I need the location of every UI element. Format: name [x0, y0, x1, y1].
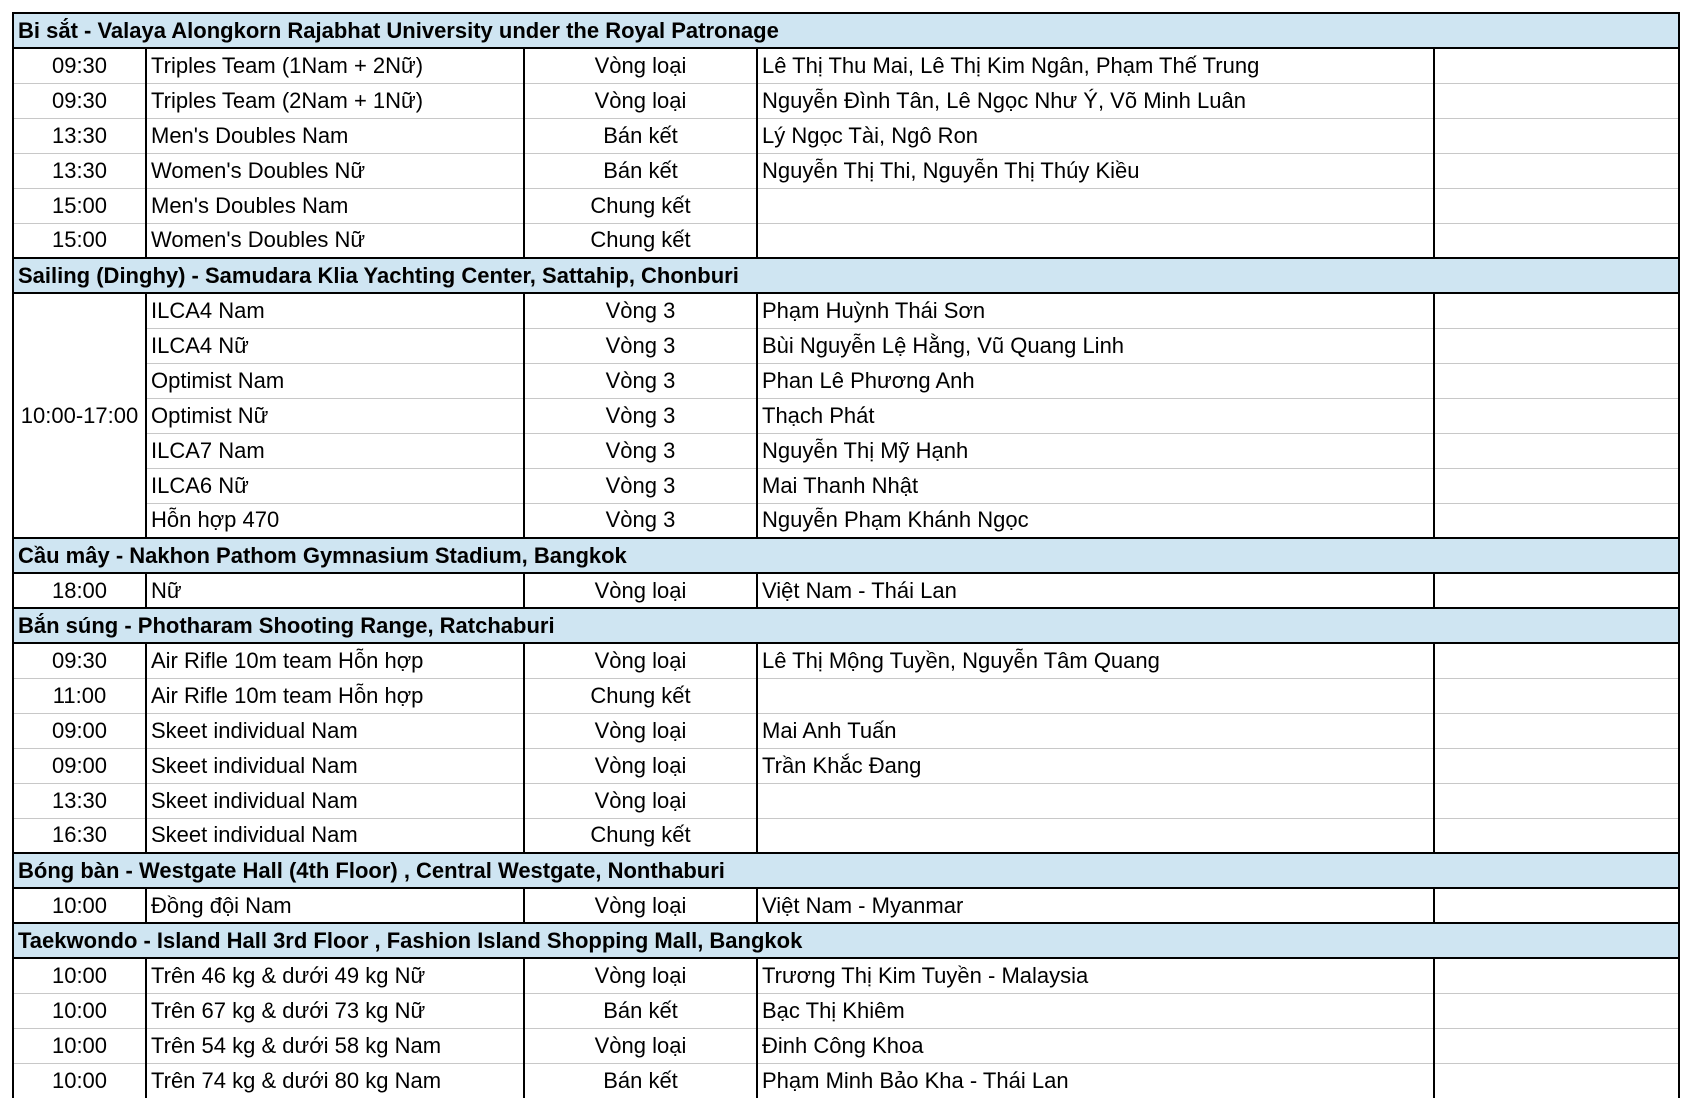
empty-cell[interactable]	[1434, 958, 1679, 993]
event-cell[interactable]: Triples Team (2Nam + 1Nữ)	[146, 83, 524, 118]
event-cell[interactable]: Trên 46 kg & dưới 49 kg Nữ	[146, 958, 524, 993]
table-row	[13, 118, 1679, 153]
table-row	[13, 713, 1679, 748]
empty-cell[interactable]	[1434, 748, 1679, 783]
section-header-row	[13, 923, 1679, 958]
event-cell[interactable]: Skeet individual Nam	[146, 818, 524, 853]
section-title[interactable]: Cầu mây - Nakhon Pathom Gymnasium Stadium, Bangkok	[13, 538, 1679, 573]
time-cell[interactable]: 16:30	[13, 818, 146, 853]
schedule-sheet	[12, 12, 1678, 1098]
table-row	[13, 783, 1679, 818]
athletes-cell[interactable]: Nguyễn Đình Tân, Lê Ngọc Như Ý, Võ Minh Luân	[757, 83, 1434, 118]
round-cell[interactable]: Bán kết	[524, 1063, 757, 1098]
round-cell[interactable]: Bán kết	[524, 993, 757, 1028]
athletes-cell[interactable]: Lý Ngọc Tài, Ngô Ron	[757, 118, 1434, 153]
round-cell[interactable]: Vòng loại	[524, 713, 757, 748]
round-cell[interactable]: Bán kết	[524, 118, 757, 153]
time-cell[interactable]: 10:00-17:00	[13, 293, 146, 538]
round-cell[interactable]: Vòng loại	[524, 1028, 757, 1063]
section-title[interactable]: Bi sắt - Valaya Alongkorn Rajabhat University under the Royal Patronage	[13, 13, 1679, 48]
time-cell[interactable]: 09:00	[13, 713, 146, 748]
table-row	[13, 328, 1679, 363]
event-cell[interactable]: Skeet individual Nam	[146, 713, 524, 748]
event-cell[interactable]: Trên 54 kg & dưới 58 kg Nam	[146, 1028, 524, 1063]
time-cell[interactable]: 10:00	[13, 888, 146, 923]
event-cell[interactable]: ILCA7 Nam	[146, 433, 524, 468]
athletes-cell[interactable]: Nguyễn Phạm Khánh Ngọc	[757, 503, 1434, 538]
section-header-row	[13, 538, 1679, 573]
athletes-cell[interactable]: Mai Anh Tuấn	[757, 713, 1434, 748]
table-row	[13, 433, 1679, 468]
table-row	[13, 83, 1679, 118]
athletes-cell[interactable]	[757, 188, 1434, 223]
table-row	[13, 188, 1679, 223]
empty-cell[interactable]	[1434, 643, 1679, 678]
athletes-cell[interactable]	[757, 223, 1434, 258]
time-cell[interactable]: 13:30	[13, 153, 146, 188]
time-cell[interactable]: 09:30	[13, 48, 146, 83]
round-cell[interactable]: Vòng loại	[524, 958, 757, 993]
event-cell[interactable]: Women's Doubles Nữ	[146, 223, 524, 258]
time-cell[interactable]: 18:00	[13, 573, 146, 608]
schedule-body	[13, 13, 1679, 1098]
event-cell[interactable]: Women's Doubles Nữ	[146, 153, 524, 188]
schedule-table	[12, 12, 1680, 1098]
event-cell[interactable]: Skeet individual Nam	[146, 783, 524, 818]
table-row	[13, 363, 1679, 398]
time-cell[interactable]: 10:00	[13, 958, 146, 993]
section-title[interactable]: Bắn súng - Photharam Shooting Range, Ratchaburi	[13, 608, 1679, 643]
table-row	[13, 1063, 1679, 1098]
event-cell[interactable]: Trên 74 kg & dưới 80 kg Nam	[146, 1063, 524, 1098]
round-cell[interactable]: Chung kết	[524, 818, 757, 853]
round-cell[interactable]: Vòng 3	[524, 433, 757, 468]
empty-cell[interactable]	[1434, 433, 1679, 468]
time-cell[interactable]: 13:30	[13, 118, 146, 153]
round-cell[interactable]: Vòng 3	[524, 398, 757, 433]
empty-cell[interactable]	[1434, 573, 1679, 608]
section-header-row	[13, 608, 1679, 643]
round-cell[interactable]: Vòng loại	[524, 888, 757, 923]
round-cell[interactable]: Vòng loại	[524, 643, 757, 678]
section-title[interactable]: Taekwondo - Island Hall 3rd Floor , Fashion Island Shopping Mall, Bangkok	[13, 923, 1679, 958]
table-row	[13, 818, 1679, 853]
table-row	[13, 643, 1679, 678]
round-cell[interactable]: Chung kết	[524, 188, 757, 223]
athletes-cell[interactable]: Bạc Thị Khiêm	[757, 993, 1434, 1028]
empty-cell[interactable]	[1434, 468, 1679, 503]
event-cell[interactable]: ILCA6 Nữ	[146, 468, 524, 503]
event-cell[interactable]: Trên 67 kg & dưới 73 kg Nữ	[146, 993, 524, 1028]
empty-cell[interactable]	[1434, 678, 1679, 713]
event-cell[interactable]: Skeet individual Nam	[146, 748, 524, 783]
empty-cell[interactable]	[1434, 83, 1679, 118]
event-cell[interactable]: Air Rifle 10m team Hỗn hợp	[146, 678, 524, 713]
round-cell[interactable]: Vòng 3	[524, 468, 757, 503]
athletes-cell[interactable]: Đinh Công Khoa	[757, 1028, 1434, 1063]
table-row	[13, 223, 1679, 258]
round-cell[interactable]: Vòng loại	[524, 748, 757, 783]
athletes-cell[interactable]: Nguyễn Thị Mỹ Hạnh	[757, 433, 1434, 468]
event-cell[interactable]: Optimist Nữ	[146, 398, 524, 433]
athletes-cell[interactable]: Việt Nam - Thái Lan	[757, 573, 1434, 608]
empty-cell[interactable]	[1434, 223, 1679, 258]
round-cell[interactable]: Chung kết	[524, 223, 757, 258]
event-cell[interactable]: Đồng đội Nam	[146, 888, 524, 923]
table-row	[13, 993, 1679, 1028]
table-row	[13, 748, 1679, 783]
time-cell[interactable]: 10:00	[13, 1063, 146, 1098]
athletes-cell[interactable]: Lê Thị Mộng Tuyền, Nguyễn Tâm Quang	[757, 643, 1434, 678]
round-cell[interactable]: Bán kết	[524, 153, 757, 188]
empty-cell[interactable]	[1434, 363, 1679, 398]
athletes-cell[interactable]: Thạch Phát	[757, 398, 1434, 433]
event-cell[interactable]: Triples Team (1Nam + 2Nữ)	[146, 48, 524, 83]
event-cell[interactable]: Hỗn hợp 470	[146, 503, 524, 538]
time-cell[interactable]: 10:00	[13, 993, 146, 1028]
table-row	[13, 153, 1679, 188]
athletes-cell[interactable]: Phạm Huỳnh Thái Sơn	[757, 293, 1434, 328]
athletes-cell[interactable]: Bùi Nguyễn Lệ Hằng, Vũ Quang Linh	[757, 328, 1434, 363]
round-cell[interactable]: Vòng 3	[524, 293, 757, 328]
event-cell[interactable]: ILCA4 Nữ	[146, 328, 524, 363]
athletes-cell[interactable]: Lê Thị Thu Mai, Lê Thị Kim Ngân, Phạm Thế Trung	[757, 48, 1434, 83]
section-header-row	[13, 13, 1679, 48]
empty-cell[interactable]	[1434, 328, 1679, 363]
round-cell[interactable]: Vòng 3	[524, 363, 757, 398]
round-cell[interactable]: Chung kết	[524, 678, 757, 713]
time-cell[interactable]: 13:30	[13, 783, 146, 818]
empty-cell[interactable]	[1434, 888, 1679, 923]
event-cell[interactable]: Nữ	[146, 573, 524, 608]
empty-cell[interactable]	[1434, 1028, 1679, 1063]
round-cell[interactable]: Vòng loại	[524, 83, 757, 118]
table-row	[13, 1028, 1679, 1063]
table-row	[13, 398, 1679, 433]
time-cell[interactable]: 10:00	[13, 1028, 146, 1063]
athletes-cell[interactable]: Nguyễn Thị Thi, Nguyễn Thị Thúy Kiều	[757, 153, 1434, 188]
round-cell[interactable]: Vòng 3	[524, 503, 757, 538]
empty-cell[interactable]	[1434, 153, 1679, 188]
table-row	[13, 503, 1679, 538]
athletes-cell[interactable]: Phạm Minh Bảo Kha - Thái Lan	[757, 1063, 1434, 1098]
table-row	[13, 293, 1679, 328]
empty-cell[interactable]	[1434, 48, 1679, 83]
empty-cell[interactable]	[1434, 783, 1679, 818]
section-header-row	[13, 258, 1679, 293]
empty-cell[interactable]	[1434, 713, 1679, 748]
table-row	[13, 573, 1679, 608]
empty-cell[interactable]	[1434, 188, 1679, 223]
empty-cell[interactable]	[1434, 293, 1679, 328]
athletes-cell[interactable]: Trương Thị Kim Tuyền - Malaysia	[757, 958, 1434, 993]
round-cell[interactable]: Vòng loại	[524, 783, 757, 818]
table-row	[13, 468, 1679, 503]
empty-cell[interactable]	[1434, 398, 1679, 433]
event-cell[interactable]: ILCA4 Nam	[146, 293, 524, 328]
section-header-row	[13, 853, 1679, 888]
athletes-cell[interactable]: Phan Lê Phương Anh	[757, 363, 1434, 398]
event-cell[interactable]: Men's Doubles Nam	[146, 188, 524, 223]
table-row	[13, 958, 1679, 993]
time-cell[interactable]: 09:30	[13, 83, 146, 118]
time-cell[interactable]: 11:00	[13, 678, 146, 713]
athletes-cell[interactable]	[757, 783, 1434, 818]
section-title[interactable]: Sailing (Dinghy) - Samudara Klia Yachting Center, Sattahip, Chonburi	[13, 258, 1679, 293]
empty-cell[interactable]	[1434, 503, 1679, 538]
empty-cell[interactable]	[1434, 1063, 1679, 1098]
time-cell[interactable]: 15:00	[13, 188, 146, 223]
empty-cell[interactable]	[1434, 993, 1679, 1028]
table-row	[13, 678, 1679, 713]
event-cell[interactable]: Men's Doubles Nam	[146, 118, 524, 153]
round-cell[interactable]: Vòng 3	[524, 328, 757, 363]
athletes-cell[interactable]	[757, 818, 1434, 853]
section-title[interactable]: Bóng bàn - Westgate Hall (4th Floor) , Central Westgate, Nonthaburi	[13, 853, 1679, 888]
empty-cell[interactable]	[1434, 118, 1679, 153]
round-cell[interactable]: Vòng loại	[524, 48, 757, 83]
athletes-cell[interactable]: Việt Nam - Myanmar	[757, 888, 1434, 923]
time-cell[interactable]: 09:00	[13, 748, 146, 783]
time-cell[interactable]: 15:00	[13, 223, 146, 258]
time-cell[interactable]: 09:30	[13, 643, 146, 678]
athletes-cell[interactable]: Mai Thanh Nhật	[757, 468, 1434, 503]
event-cell[interactable]: Optimist Nam	[146, 363, 524, 398]
table-row	[13, 48, 1679, 83]
athletes-cell[interactable]	[757, 678, 1434, 713]
table-row	[13, 888, 1679, 923]
event-cell[interactable]: Air Rifle 10m team Hỗn hợp	[146, 643, 524, 678]
athletes-cell[interactable]: Trần Khắc Đang	[757, 748, 1434, 783]
round-cell[interactable]: Vòng loại	[524, 573, 757, 608]
empty-cell[interactable]	[1434, 818, 1679, 853]
